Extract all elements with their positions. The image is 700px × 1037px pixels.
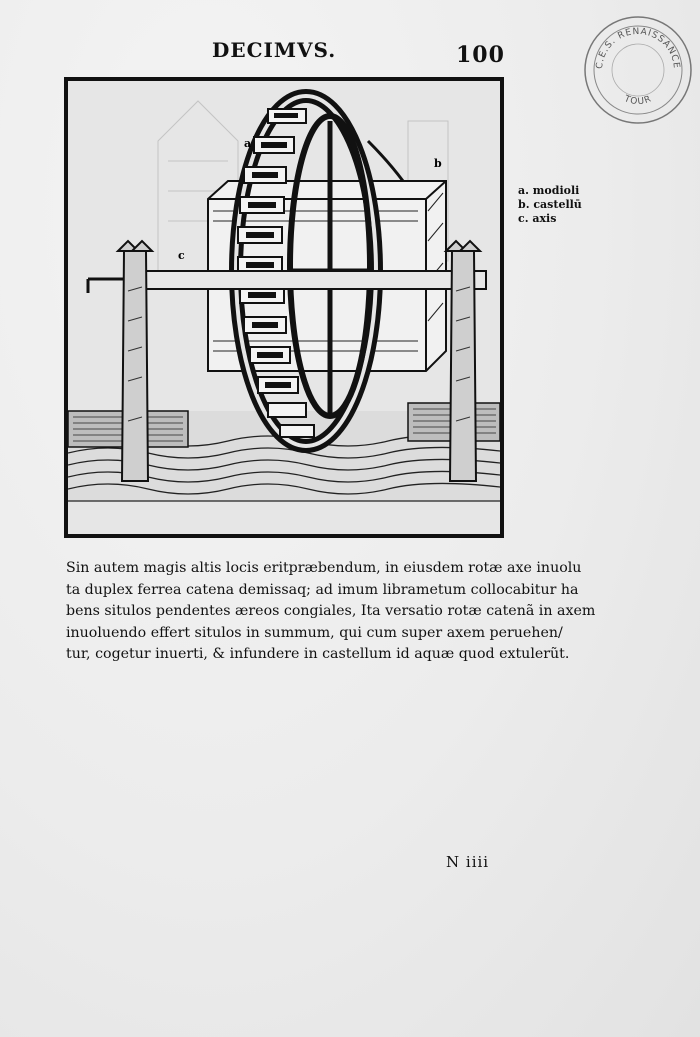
figure-label-a: a <box>244 137 252 150</box>
figure-legend <box>518 184 582 226</box>
stamp-top-text: C.E.S. RENAISSANCE <box>594 26 682 70</box>
text-line: Sin autem magis altis locis eritpræbendum, in eiusdem rotæ axe inuolu <box>66 560 582 576</box>
page-number: 100 <box>456 42 505 68</box>
library-stamp <box>582 14 694 126</box>
stamp-bottom-text: TOUR <box>622 94 654 108</box>
figure-label-c: c <box>178 249 185 262</box>
text-line: inuoluendo effert situlos in summum, qui cum super axem peruehen/ <box>66 624 563 641</box>
body-text <box>66 558 596 666</box>
text-line: bens situlos pendentes æreos congiales, Ita versatio rotæ catenã in axem <box>66 603 596 619</box>
text-line: tur, cogetur inuerti, & infundere in castellum id aquæ quod extulerũt. <box>66 646 570 662</box>
gathering-signature: N iiii <box>446 853 490 871</box>
running-head: DECIMVS. <box>212 38 337 62</box>
legend-item: c. axis <box>518 212 557 225</box>
text-line: ta duplex ferrea catena demissaq; ad imum librametum collocabitur ha <box>66 581 579 598</box>
legend-item: b. castellū <box>518 198 582 211</box>
legend-item: a. modioli <box>518 184 580 197</box>
water-wheel-woodcut <box>64 77 504 538</box>
figure-label-b: b <box>434 157 442 170</box>
